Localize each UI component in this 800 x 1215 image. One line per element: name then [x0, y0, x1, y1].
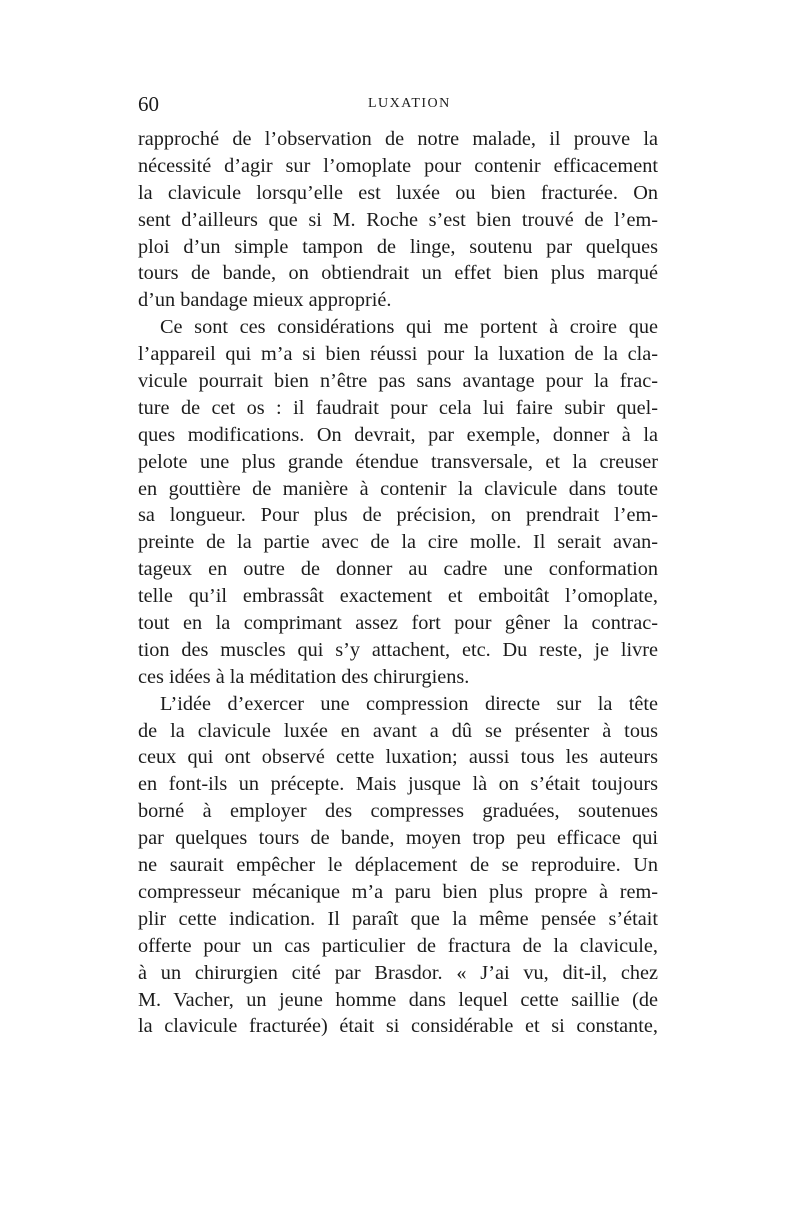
text-line: offerte pour un cas particulier de fractura de la clavicule,	[138, 934, 658, 957]
text-line: preinte de la partie avec de la cire molle. Il serait avan-	[138, 531, 658, 554]
text-line: pelote une plus grande étendue transversale, et la creuser	[138, 450, 658, 473]
text-line: L’idée d’exercer une compression directe sur la tête	[160, 692, 658, 715]
text-line: nécessité d’agir sur l’omoplate pour contenir efficacement	[138, 154, 658, 177]
text-line: tion des muscles qui s’y attachent, etc. Du reste, je livre	[138, 638, 658, 661]
paragraph	[138, 314, 658, 690]
running-head: LUXATION	[368, 96, 451, 111]
text-line: de la clavicule luxée en avant a dû se présenter à tous	[138, 719, 658, 742]
paragraph	[138, 691, 658, 1041]
text-line: d’un bandage mieux approprié.	[138, 289, 392, 312]
text-line: borné à employer des compresses graduées, soutenues	[138, 800, 658, 823]
text-line: sent d’ailleurs que si M. Roche s’est bien trouvé de l’em-	[138, 208, 658, 231]
text-line: tageux en outre de donner au cadre une conformation	[138, 558, 658, 581]
text-line: ces idées à la méditation des chirurgiens.	[138, 665, 470, 688]
text-line: ne saurait empêcher le déplacement de se reproduire. Un	[138, 854, 658, 877]
text-line: ceux qui ont observé cette luxation; aussi tous les auteurs	[138, 746, 658, 769]
text-line: compresseur mécanique m’a paru bien plus propre à rem-	[138, 880, 658, 903]
text-line: ture de cet os : il faudrait pour cela lui faire subir quel-	[138, 396, 658, 419]
paragraph	[138, 126, 658, 314]
page-header	[138, 92, 658, 116]
text-line: la clavicule lorsqu’elle est luxée ou bien fracturée. On	[138, 181, 658, 204]
text-line: en gouttière de manière à contenir la clavicule dans toute	[138, 477, 658, 500]
text-line: vicule pourrait bien n’être pas sans avantage pour la frac-	[138, 370, 658, 393]
text-line: en font-ils un précepte. Mais jusque là on s’était toujours	[138, 773, 658, 796]
text-line: ques modifications. On devrait, par exemple, donner à la	[138, 423, 658, 446]
text-line: l’appareil qui m’a si bien réussi pour la luxation de la cla-	[138, 343, 658, 366]
text-line: la clavicule fracturée) était si considérable et si constante,	[138, 1015, 658, 1038]
text-line: à un chirurgien cité par Brasdor. « J’ai vu, dit-il, chez	[138, 961, 658, 984]
text-line: rapproché de l’observation de notre malade, il prouve la	[138, 128, 658, 150]
body-text	[138, 126, 658, 1040]
text-line: tours de bande, on obtiendrait un effet bien plus marqué	[138, 262, 658, 285]
text-line: sa longueur. Pour plus de précision, on prendrait l’em-	[138, 504, 658, 527]
text-line: plir cette indication. Il paraît que la même pensée s’était	[138, 907, 658, 930]
text-line: ploi d’un simple tampon de linge, soutenu par quelques	[138, 235, 658, 258]
text-line: tout en la comprimant assez fort pour gêner la contrac-	[138, 612, 658, 635]
text-line: M. Vacher, un jeune homme dans lequel cette saillie (de	[138, 988, 658, 1011]
text-line: telle qu’il embrassât exactement et emboitât l’omoplate,	[138, 585, 658, 608]
page-number: 60	[138, 92, 159, 116]
text-line: par quelques tours de bande, moyen trop peu efficace qui	[138, 827, 658, 850]
text-line: Ce sont ces considérations qui me portent à croire que	[160, 316, 658, 339]
